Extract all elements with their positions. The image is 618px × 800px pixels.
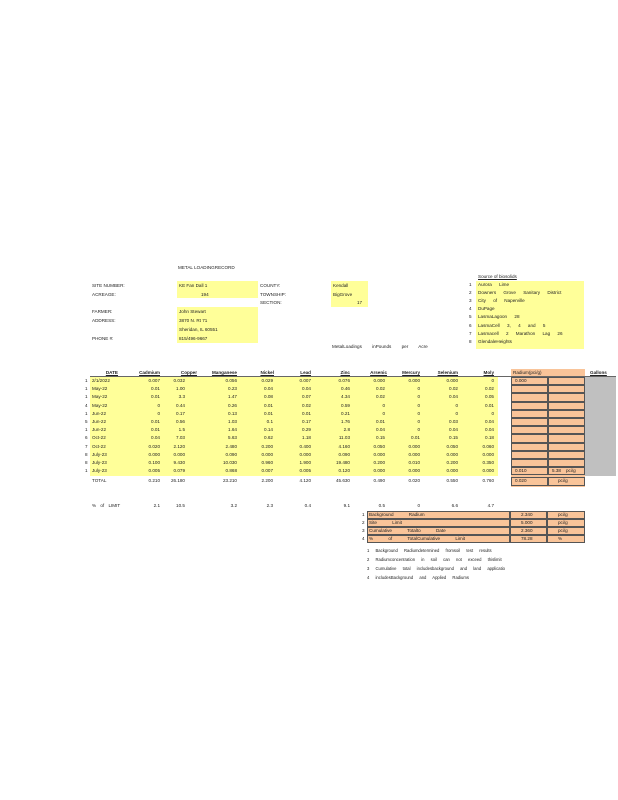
radium-value[interactable]: 0.010 (515, 468, 527, 474)
radium-cell[interactable] (511, 459, 548, 467)
township-value[interactable]: BigGrove (333, 292, 353, 297)
table-cell[interactable]: 0.000 (408, 451, 420, 457)
table-cell[interactable]: 0.000 (446, 378, 458, 383)
footnote: 1 Background Radiumdetermined fromsoil test results (367, 548, 492, 553)
percent-cell: 0.5 (378, 503, 385, 508)
table-cell[interactable]: 0.01 (264, 410, 273, 416)
acreage-value[interactable]: 194 (201, 292, 209, 297)
table-cell[interactable]: 3.3 (178, 394, 185, 400)
total-radium: 0.020 (515, 478, 527, 484)
site-number-value[interactable]: KE Fan Dall 1 (179, 283, 208, 288)
phone-label: PHONE #: (92, 336, 114, 341)
column-header: Cadmium (139, 370, 160, 375)
table-cell[interactable]: 0.000 (408, 378, 420, 383)
percent-cell: 10.5 (176, 503, 185, 508)
table-cell[interactable]: 0 (417, 427, 420, 433)
address-line-2[interactable]: Sheridan, IL 60551 (179, 327, 218, 332)
table-cell[interactable]: 0.029 (261, 378, 273, 383)
table-cell[interactable]: 0.02 (302, 402, 311, 408)
table-cell[interactable]: 0.04 (449, 427, 458, 433)
table-cell[interactable]: 0.04 (302, 386, 311, 392)
table-cell[interactable]: 1.18 (302, 435, 311, 441)
table-cell[interactable]: 0.090 (338, 451, 350, 457)
radium-cell[interactable] (511, 410, 548, 418)
table-cell[interactable]: 0.007 (299, 378, 311, 383)
table-cell[interactable]: 0.005 (299, 468, 311, 474)
percent-cell: 2.1 (153, 503, 160, 508)
table-cell[interactable]: 0.200 (446, 460, 458, 465)
table-cell[interactable]: 0.18 (485, 435, 494, 441)
radium-cell[interactable] (511, 418, 548, 426)
footnote: 4 includesBackground and Applied Radiums (367, 575, 469, 580)
table-cell[interactable]: 0.01 (151, 386, 160, 392)
table-cell[interactable]: 1.900 (299, 460, 311, 465)
source-number: 8 (469, 338, 472, 344)
table-cell[interactable]: 0.01 (302, 410, 311, 416)
summary-value[interactable]: 2.360 (521, 528, 533, 533)
table-cell[interactable]: 0.59 (341, 402, 350, 408)
table-cell[interactable]: 0.01 (411, 435, 420, 441)
total-cell: 0.550 (446, 478, 458, 484)
table-cell[interactable]: 0.21 (341, 410, 350, 416)
table-cell[interactable]: 0.000 (373, 378, 385, 383)
source-item[interactable]: City of Naperville (478, 298, 525, 304)
table-cell[interactable]: 0.23 (228, 386, 237, 392)
row-date[interactable]: Oct-22 (92, 435, 106, 441)
source-number: 7 (469, 330, 472, 336)
total-cell: 26.180 (170, 478, 185, 484)
table-cell[interactable]: 0.000 (482, 468, 494, 474)
radium-cell[interactable] (548, 443, 585, 451)
table-cell[interactable]: 1.64 (228, 427, 237, 433)
table-cell[interactable]: 0 (417, 386, 420, 392)
radium-cell[interactable] (548, 434, 585, 442)
table-cell[interactable]: 0.000 (482, 451, 494, 457)
total-label: TOTAL (92, 478, 107, 484)
table-cell[interactable]: 0.13 (228, 410, 237, 416)
radium-value-2[interactable]: 5.38 (552, 468, 561, 474)
table-cell[interactable]: 0.04 (485, 427, 494, 433)
table-cell[interactable]: 0.000 (299, 451, 311, 457)
table-cell[interactable]: 0.04 (151, 435, 160, 441)
table-cell[interactable]: 0.02 (376, 386, 385, 392)
phone-value[interactable]: 815/496-9667 (179, 336, 208, 341)
table-cell[interactable]: 0.29 (302, 427, 311, 433)
percent-cell: 2.3 (266, 503, 273, 508)
row-source-number: 1 (85, 468, 88, 474)
radium-cell[interactable] (511, 393, 548, 401)
column-header: Mercury (402, 370, 420, 375)
table-cell[interactable]: 1.5 (178, 427, 185, 433)
column-header: Arsenic (370, 370, 387, 375)
table-cell[interactable]: 0.1 (266, 419, 273, 424)
radium-unit: pci/g (566, 468, 576, 474)
source-item[interactable]: GlendaleHeights (478, 338, 512, 344)
table-cell[interactable]: 5.63 (228, 435, 237, 441)
row-source-number: 1 (85, 410, 88, 416)
total-cell: 4.120 (299, 478, 311, 484)
radium-cell[interactable] (511, 426, 548, 434)
summary-value[interactable]: 5.000 (521, 520, 533, 525)
section-label: SECTION: (260, 300, 282, 305)
row-source-number: 1 (85, 386, 88, 392)
township-label: TOWNSHIP: (260, 292, 286, 297)
row-date[interactable]: May-22 (92, 402, 108, 408)
table-cell[interactable]: 0.04 (449, 394, 458, 400)
source-item[interactable]: LasmaCell 3, 4 and 5 (478, 322, 546, 328)
row-date[interactable]: May-22 (92, 386, 108, 392)
table-cell[interactable]: 0.44 (176, 402, 185, 408)
table-cell[interactable]: 0.01 (151, 419, 160, 424)
table-cell[interactable]: 0.000 (173, 451, 185, 457)
row-date[interactable]: Jun-22 (92, 427, 107, 433)
table-cell[interactable]: 0.56 (176, 419, 185, 424)
radium-cell[interactable] (511, 443, 548, 451)
table-cell[interactable]: 0 (491, 410, 494, 416)
table-cell[interactable]: 0.007 (148, 378, 160, 383)
row-date[interactable]: July-23 (92, 468, 107, 474)
table-cell[interactable]: 1.47 (228, 394, 237, 400)
total-cell: 2.200 (261, 478, 273, 484)
percent-limit-label: % of LIMIT (92, 503, 121, 508)
source-number: 4 (469, 306, 472, 312)
table-cell[interactable]: 0.200 (261, 443, 273, 449)
table-cell[interactable]: 0.04 (264, 386, 273, 392)
radium-cell[interactable] (511, 402, 548, 410)
source-item[interactable]: Downers Grove Sanitary District (478, 290, 562, 296)
total-cell: 23.210 (222, 478, 237, 484)
table-cell[interactable]: 0.350 (482, 460, 494, 465)
table-cell[interactable]: 0.960 (261, 460, 273, 465)
table-cell[interactable]: 2.120 (173, 443, 185, 449)
radium-value[interactable]: 0.000 (515, 378, 527, 383)
row-source-number: 5 (85, 419, 88, 424)
summary-unit: pci/g (558, 528, 568, 533)
table-cell[interactable]: 0.17 (176, 410, 185, 416)
table-cell[interactable]: 0.079 (173, 468, 185, 474)
radium-cell[interactable] (511, 451, 548, 459)
table-cell[interactable]: 0 (157, 402, 160, 408)
table-cell[interactable]: 0.01 (151, 427, 160, 433)
table-cell[interactable]: 11.03 (338, 435, 350, 441)
table-cell[interactable]: 9.430 (173, 460, 185, 465)
table-cell[interactable]: 0.15 (376, 435, 385, 441)
summary-value[interactable]: 2.340 (521, 512, 533, 517)
table-cell[interactable]: 1.03 (228, 419, 237, 424)
table-cell[interactable]: 0.08 (264, 394, 273, 400)
table-cell[interactable]: 0 (491, 378, 494, 383)
column-header-gallons: Gallons (590, 370, 607, 375)
row-source-number: 1 (85, 427, 88, 433)
farmer-label: FARMER: (92, 309, 113, 314)
summary-label: Background Radium (369, 512, 425, 517)
column-header-radium: Radium(pci/g) (513, 370, 542, 375)
table-cell[interactable]: 7.03 (176, 435, 185, 441)
percent-cell: 9.1 (343, 503, 350, 508)
column-header: Selenium (437, 370, 458, 375)
table-cell[interactable]: 0.007 (261, 468, 273, 474)
row-source-number: 1 (85, 394, 88, 400)
sources-header: Source of biosolids (478, 274, 517, 279)
summary-unit: pci/g (558, 520, 568, 525)
table-cell[interactable]: 0.000 (408, 468, 420, 474)
table-cell[interactable]: 0.868 (225, 468, 237, 474)
row-source-number: 8 (85, 451, 88, 457)
address-label: ADDRESS: (92, 318, 116, 323)
summary-unit: % (558, 536, 563, 541)
radium-cell[interactable] (511, 434, 548, 442)
percent-cell: 0 (417, 503, 420, 508)
table-cell[interactable]: 0.04 (376, 427, 385, 433)
source-number: 3 (469, 298, 472, 304)
total-cell: 45.630 (335, 478, 350, 484)
table-cell[interactable]: 0.05 (485, 394, 494, 400)
table-cell[interactable]: 0.000 (373, 468, 385, 474)
row-date[interactable]: Jun-22 (92, 410, 107, 416)
column-header: Lead (300, 370, 311, 375)
column-header: Copper (180, 370, 197, 375)
total-cell: 0.020 (408, 478, 420, 484)
column-header: DATE (105, 370, 118, 375)
table-cell[interactable]: 0.26 (228, 402, 237, 408)
table-cell[interactable]: 0.020 (148, 443, 160, 449)
column-header: Nickel (260, 370, 274, 375)
table-cell[interactable]: 0.07 (302, 394, 311, 400)
table-cell[interactable]: 0.02 (485, 386, 494, 392)
table-cell[interactable]: 0 (417, 419, 420, 424)
table-cell[interactable]: 2.8 (343, 427, 350, 433)
summary-value[interactable]: 78.28 (521, 536, 533, 541)
percent-cell: 6.6 (451, 503, 458, 508)
table-cell[interactable]: 0 (382, 402, 385, 408)
table-cell[interactable]: 0.000 (373, 451, 385, 457)
summary-label: Cumulative Totalto Date (369, 528, 446, 533)
table-cell[interactable]: 2.480 (225, 443, 237, 449)
summary-number: 3 (362, 528, 365, 533)
table-cell[interactable]: 0.01 (151, 394, 160, 400)
table-cell[interactable]: 10.030 (222, 460, 237, 465)
row-date[interactable]: 2/1/2022 (92, 378, 110, 383)
table-cell[interactable]: 0.01 (485, 402, 494, 408)
table-cell[interactable]: 0.17 (302, 419, 311, 424)
radium-cell[interactable] (548, 393, 585, 401)
source-item[interactable]: DuPage (478, 306, 495, 312)
table-cell[interactable]: 1.00 (176, 386, 185, 392)
table-cell[interactable]: 0.090 (225, 451, 237, 457)
summary-number: 4 (362, 536, 365, 541)
summary-label: % of TotalCumulative Limit (369, 536, 466, 541)
source-number: 1 (469, 282, 472, 287)
column-header: Manganese (211, 370, 237, 375)
radium-cell[interactable] (548, 426, 585, 434)
radium-cell[interactable] (548, 410, 585, 418)
section-value[interactable]: 17 (357, 300, 363, 305)
column-header: Zinc (340, 370, 350, 375)
table-cell[interactable]: 0.200 (373, 460, 385, 465)
acreage-label: ACREAGE: (92, 292, 116, 297)
row-date[interactable]: May-22 (92, 394, 108, 400)
table-cell[interactable]: 0.04 (485, 419, 494, 424)
footnote: 2 Radiumconcentration in soil can not exceed thislimit (367, 557, 502, 562)
table-cell[interactable]: 0.14 (264, 427, 273, 433)
summary-unit-cell (547, 535, 585, 543)
source-item[interactable]: LasmaLagoon 28 (478, 314, 520, 320)
source-number: 6 (469, 322, 472, 328)
radium-cell[interactable] (548, 377, 585, 385)
site-number-label: SITE NUMBER: (92, 283, 125, 288)
row-date[interactable]: Jun-22 (92, 419, 107, 424)
row-source-number: 6 (85, 435, 88, 441)
table-cell[interactable]: 0.056 (225, 378, 237, 383)
radium-cell[interactable] (548, 402, 585, 410)
source-number: 2 (469, 290, 472, 296)
row-source-number: 1 (85, 378, 88, 383)
total-cell: 0.210 (148, 478, 160, 484)
table-cell[interactable]: 0.000 (446, 451, 458, 457)
table-cell[interactable]: 0.100 (148, 460, 160, 465)
table-cell[interactable]: 0 (417, 394, 420, 400)
table-cell[interactable]: 0 (455, 410, 458, 416)
table-cell[interactable]: 1.76 (341, 419, 350, 424)
county-label: COUNTY: (260, 283, 281, 288)
table-cell[interactable]: 0 (455, 402, 458, 408)
summary-unit: pci/g (558, 512, 568, 517)
table-cell[interactable]: 0.000 (446, 468, 458, 474)
loadings-note: MetalLoadings inPounds per Acre (332, 344, 428, 349)
county-value[interactable]: Kendall (333, 283, 349, 288)
table-cell[interactable]: 4.160 (338, 443, 350, 449)
summary-number: 1 (362, 512, 365, 517)
radium-cell[interactable] (548, 451, 585, 459)
table-cell[interactable]: 0.01 (376, 419, 385, 424)
radium-cell[interactable] (548, 459, 585, 467)
summary-label: Site Limit (369, 520, 402, 525)
gallons-column-highlight (585, 376, 616, 476)
total-radium-unit: pci/g (558, 478, 568, 484)
radium-cell[interactable] (548, 418, 585, 426)
total-cell: 0.760 (482, 478, 494, 484)
percent-cell: 0.4 (304, 503, 311, 508)
table-cell[interactable]: 4.34 (341, 394, 350, 400)
row-source-number: 8 (85, 460, 88, 465)
table-cell[interactable]: 0.15 (449, 435, 458, 441)
table-cell[interactable]: 0 (382, 410, 385, 416)
summary-number: 2 (362, 520, 365, 525)
percent-cell: 3.2 (230, 503, 237, 508)
footnote: 3 Cumulative total includesbackground and land applicatio (367, 566, 506, 571)
table-cell[interactable]: 0.000 (148, 451, 160, 457)
table-cell[interactable]: 0.01 (264, 402, 273, 408)
row-date[interactable]: Oct-22 (92, 443, 106, 449)
row-source-number: 7 (85, 443, 88, 449)
table-cell[interactable]: 0.400 (299, 443, 311, 449)
table-cell[interactable]: 0.060 (482, 443, 494, 449)
radium-cell[interactable] (511, 385, 548, 393)
table-cell[interactable]: 0.000 (261, 451, 273, 457)
table-cell[interactable]: 0.010 (408, 460, 420, 465)
farmer-value[interactable]: John Stewart (179, 309, 206, 314)
radium-cell[interactable] (548, 385, 585, 393)
table-cell[interactable]: 0.076 (338, 378, 350, 383)
source-item[interactable]: Lasmacell 2 Marathon Lag 26 (478, 330, 563, 336)
table-cell[interactable]: 0.005 (148, 468, 160, 474)
row-source-number: 4 (85, 402, 88, 408)
table-cell[interactable]: 0.03 (449, 419, 458, 424)
address-line-1[interactable]: 3870 N. Rt 71 (179, 318, 208, 323)
table-cell[interactable]: 0 (417, 410, 420, 416)
table-cell[interactable]: 0 (157, 410, 160, 416)
row-date[interactable]: July-23 (92, 451, 107, 457)
column-header: Moly (483, 370, 494, 375)
page-title: METAL LOADINGRECORD (178, 265, 235, 270)
table-cell[interactable]: 0.032 (173, 378, 185, 383)
table-cell[interactable]: 0.120 (338, 468, 350, 474)
row-date[interactable]: July-23 (92, 460, 107, 465)
table-cell[interactable]: 0.050 (446, 443, 458, 449)
source-number: 5 (469, 314, 472, 320)
table-cell[interactable]: 0.02 (376, 394, 385, 400)
table-cell[interactable]: 0.000 (408, 443, 420, 449)
table-cell[interactable]: 0.050 (373, 443, 385, 449)
table-cell[interactable]: 0 (417, 402, 420, 408)
table-cell[interactable]: 19.480 (335, 460, 350, 465)
table-cell[interactable]: 0.02 (449, 386, 458, 392)
source-item[interactable]: Aurora Lime (478, 282, 510, 287)
table-cell[interactable]: 0.46 (341, 386, 350, 392)
percent-cell: 4.7 (487, 503, 494, 508)
total-cell: 0.490 (373, 478, 385, 484)
table-cell[interactable]: 0.62 (264, 435, 273, 441)
